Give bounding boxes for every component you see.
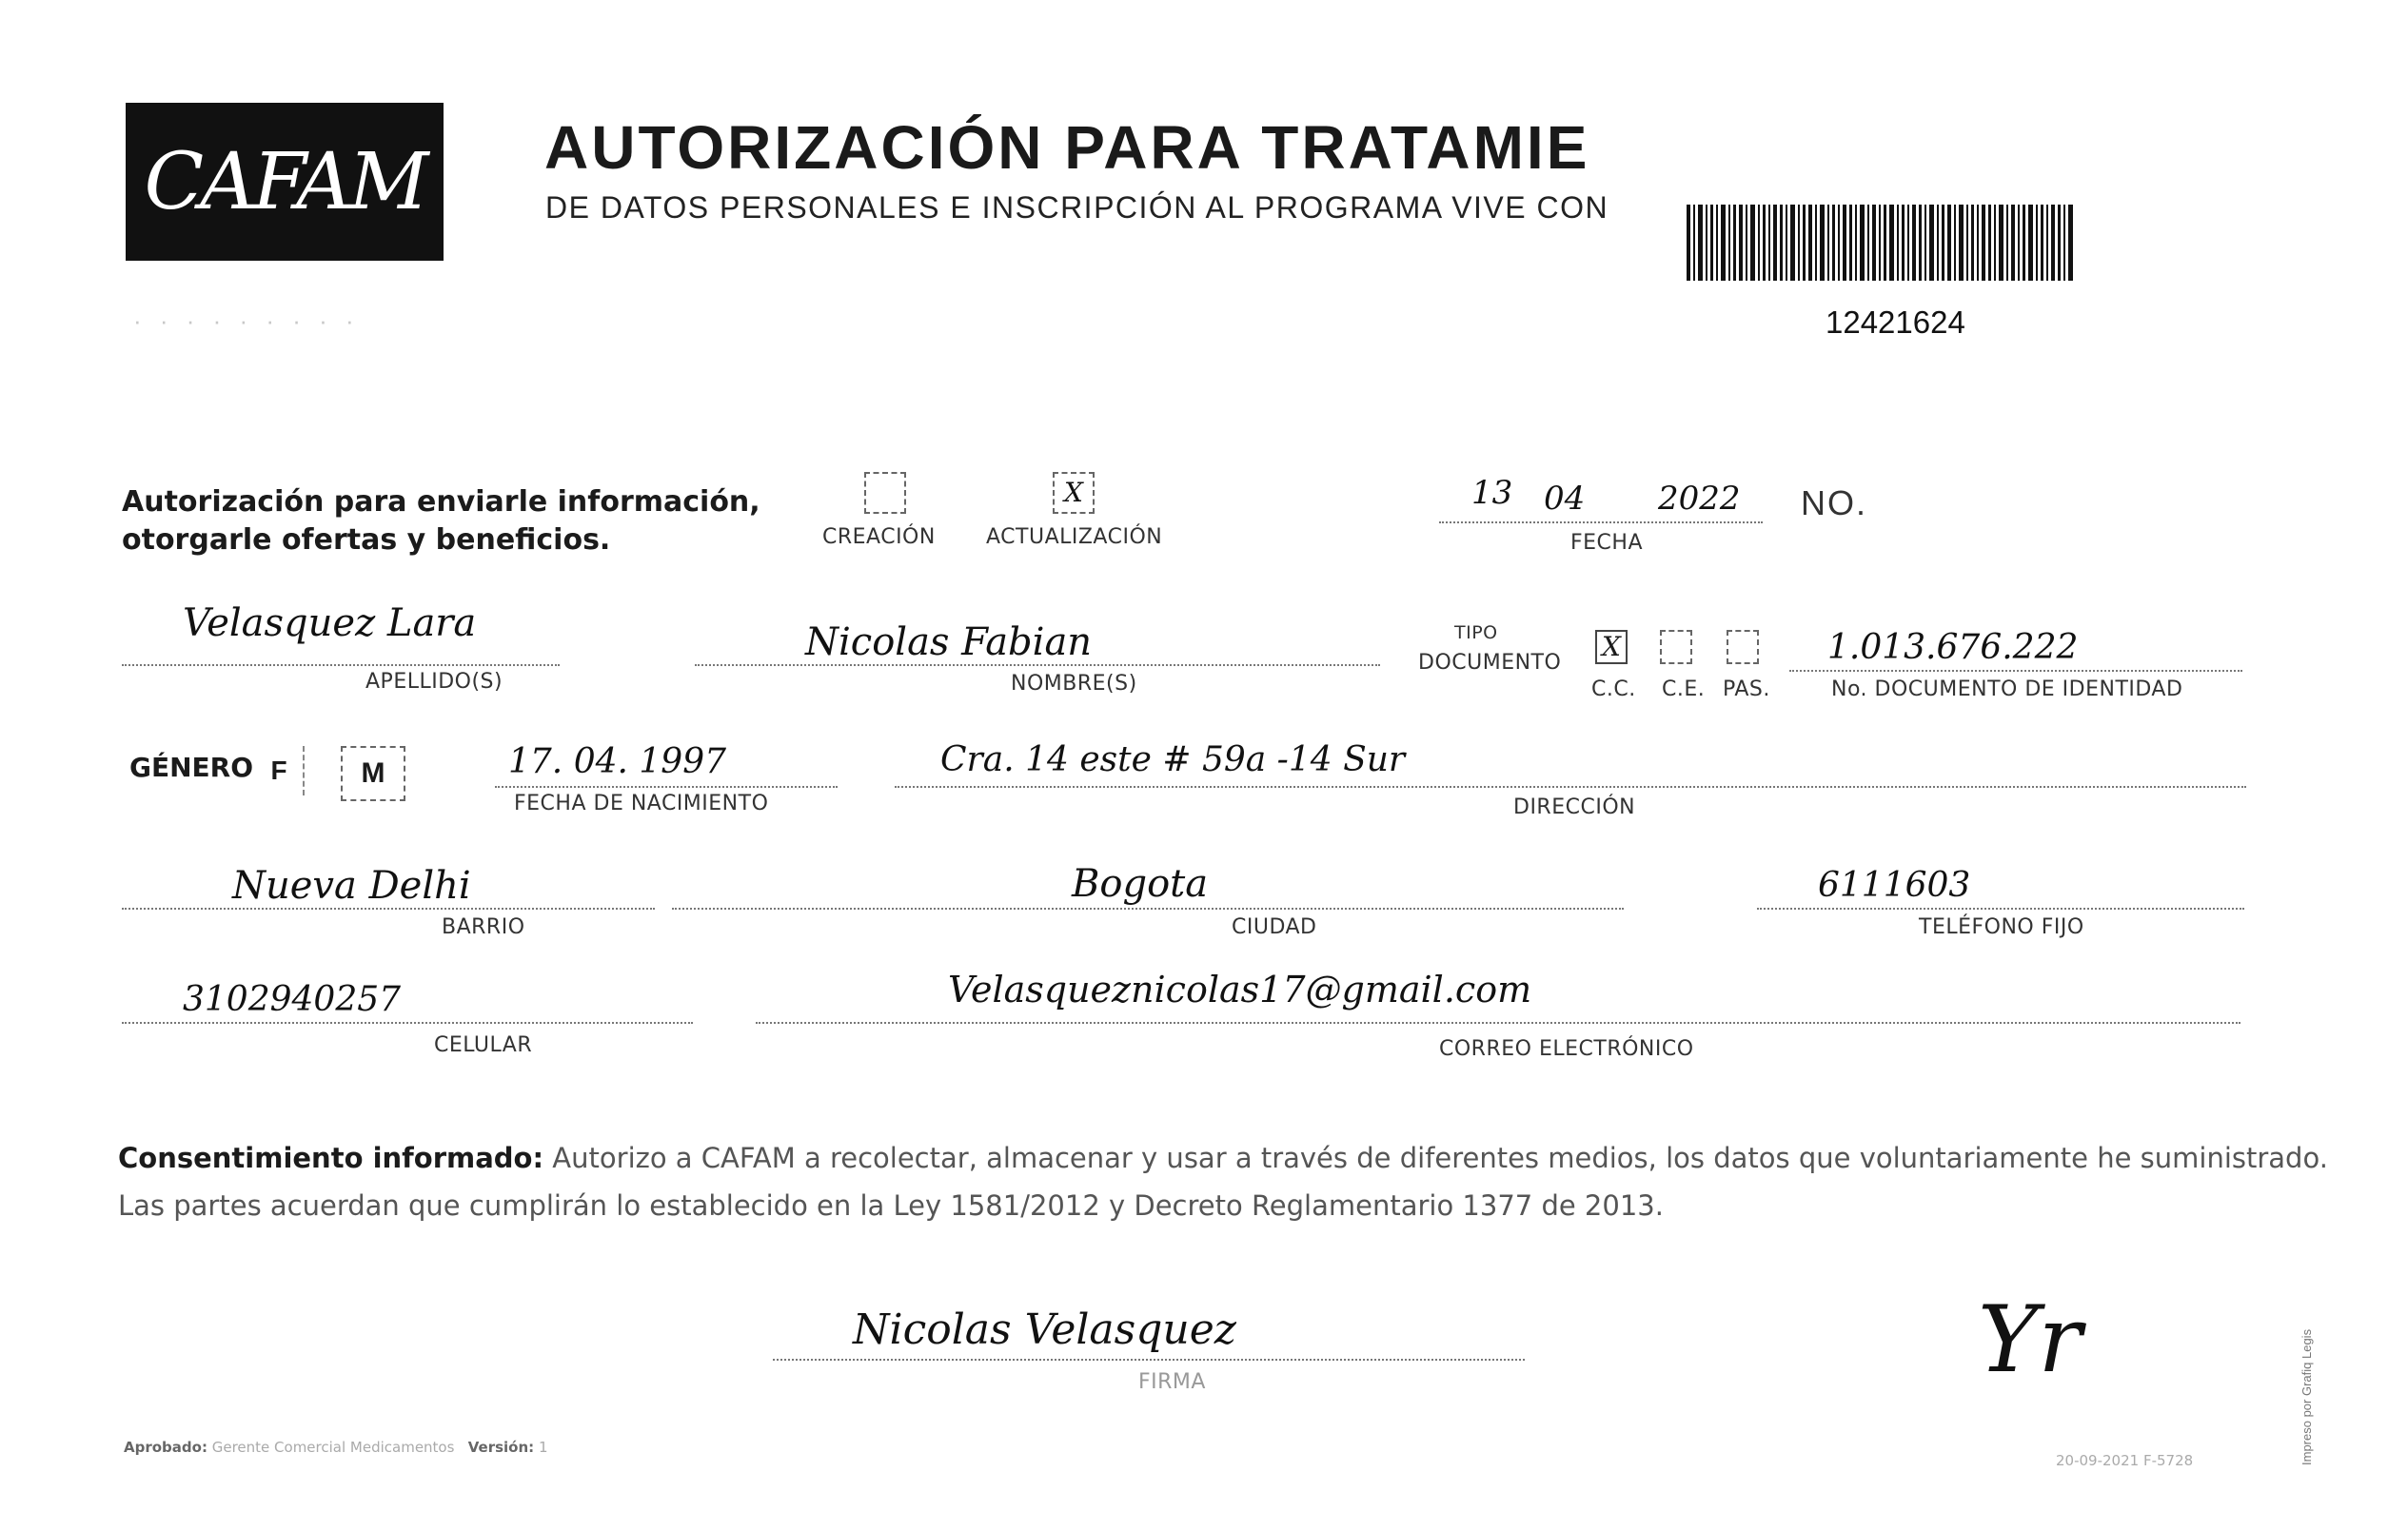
fecha-label: FECHA: [1570, 531, 1644, 555]
actualizacion-checkbox[interactable]: X: [1053, 472, 1095, 514]
creacion-label: CREACIÓN: [822, 525, 936, 549]
telefono-label: TELÉFONO FIJO: [1919, 915, 2084, 939]
documento-line: [1789, 670, 2242, 672]
apellidos-value[interactable]: Velasquez Lara: [183, 601, 477, 645]
barrio-line: [122, 908, 655, 910]
form-subtitle: DE DATOS PERSONALES E INSCRIPCIÓN AL PROGRAMA VIVE CON: [545, 190, 1609, 225]
authorization-text: [122, 483, 760, 559]
correo-label: CORREO ELECTRÓNICO: [1439, 1037, 1694, 1061]
footer-approved: [124, 1439, 548, 1456]
consent-line-1: [118, 1142, 2328, 1174]
barcode-number: 12421624: [1826, 304, 1965, 340]
nombres-value[interactable]: Nicolas Fabian: [805, 620, 1093, 664]
documento-value[interactable]: 1.013.676.222: [1827, 628, 2079, 667]
pas-checkbox[interactable]: [1727, 630, 1759, 664]
ciudad-line: [672, 908, 1624, 910]
ce-checkbox[interactable]: [1660, 630, 1692, 664]
documento-label: No. DOCUMENTO DE IDENTIDAD: [1831, 677, 2183, 701]
redaction-patch: [1629, 186, 1687, 228]
cafam-logo: CAFAM: [126, 103, 444, 261]
cc-label: C.C.: [1591, 677, 1636, 701]
fecha-year[interactable]: 2022: [1658, 480, 1741, 518]
vertical-print-text: Impreso por Grafiq Legis: [2299, 1328, 2314, 1465]
faint-code: · · · · · · · · ·: [133, 306, 360, 335]
direccion-value[interactable]: Cra. 14 este # 59a -14 Sur: [940, 740, 1406, 779]
celular-label: CELULAR: [434, 1033, 533, 1057]
direccion-label: DIRECCIÓN: [1513, 795, 1636, 819]
firma-label: FIRMA: [1138, 1370, 1206, 1394]
apellidos-label: APELLIDO(S): [365, 670, 503, 694]
ciudad-label: CIUDAD: [1232, 915, 1317, 939]
footer-code: 20-09-2021 F-5728: [2056, 1452, 2194, 1469]
telefono-line: [1757, 908, 2244, 910]
barcode: [1687, 205, 2077, 281]
barrio-value[interactable]: Nueva Delhi: [232, 864, 471, 908]
consent-title: Consentimiento informado:: [118, 1142, 544, 1174]
pas-label: PAS.: [1723, 677, 1770, 701]
celular-value[interactable]: 3102940257: [183, 980, 402, 1019]
telefono-value[interactable]: 6111603: [1818, 866, 1971, 905]
fecha-month[interactable]: 04: [1544, 480, 1586, 518]
nombres-label: NOMBRE(S): [1011, 672, 1137, 696]
form-title: AUTORIZACIÓN PARA TRATAMIE: [544, 113, 1590, 182]
correo-line: [756, 1022, 2240, 1024]
direccion-line: [895, 786, 2246, 788]
cc-checkbox[interactable]: X: [1595, 630, 1628, 664]
redaction-patch: [1629, 107, 1848, 173]
authorization-line-2: otorgarle ofertas y beneficios.: [122, 523, 611, 557]
correo-value[interactable]: Velasqueznicolas17@gmail.com: [948, 969, 1532, 1011]
apellidos-line: [122, 664, 560, 666]
nombres-line: [695, 664, 1380, 666]
signature-line: [773, 1359, 1525, 1361]
creacion-checkbox[interactable]: [864, 472, 906, 514]
nacimiento-label: FECHA DE NACIMIENTO: [514, 792, 769, 815]
tipo-label-1: TIPO: [1454, 622, 1498, 643]
genero-f-option[interactable]: F: [255, 746, 305, 795]
no-label: NO.: [1801, 483, 1868, 522]
celular-line: [122, 1022, 693, 1024]
aprobado-value: Gerente Comercial Medicamentos: [211, 1439, 455, 1456]
ce-label: C.E.: [1662, 677, 1706, 701]
authorization-line-1: Autorización para enviarle información,: [122, 485, 760, 519]
fecha-day[interactable]: 13: [1471, 474, 1513, 512]
version-value: 1: [538, 1439, 548, 1456]
version-label: Versión:: [467, 1439, 535, 1456]
initials-signature: Yr: [1978, 1286, 2082, 1393]
actualizacion-label: ACTUALIZACIÓN: [986, 525, 1163, 549]
nacimiento-value[interactable]: 17. 04. 1997: [508, 742, 727, 781]
signature-value[interactable]: Nicolas Velasquez: [853, 1305, 1236, 1354]
aprobado-label: Aprobado:: [124, 1439, 207, 1456]
consent-text-1: Autorizo a CAFAM a recolectar, almacenar y usar a través de diferentes medios, los datos que voluntariamente he suministrado.: [543, 1142, 2328, 1174]
genero-m-option[interactable]: M: [341, 746, 405, 801]
consent-line-2: Las partes acuerdan que cumplirán lo establecido en la Ley 1581/2012 y Decreto Reglamentario 1377 de 2013.: [118, 1189, 1664, 1222]
ciudad-value[interactable]: Bogota: [1072, 862, 1209, 906]
genero-label: GÉNERO: [129, 752, 254, 783]
barrio-label: BARRIO: [442, 915, 525, 939]
nacimiento-line: [495, 786, 838, 788]
fecha-line: [1439, 521, 1763, 523]
tipo-label-2: DOCUMENTO: [1418, 651, 1562, 675]
